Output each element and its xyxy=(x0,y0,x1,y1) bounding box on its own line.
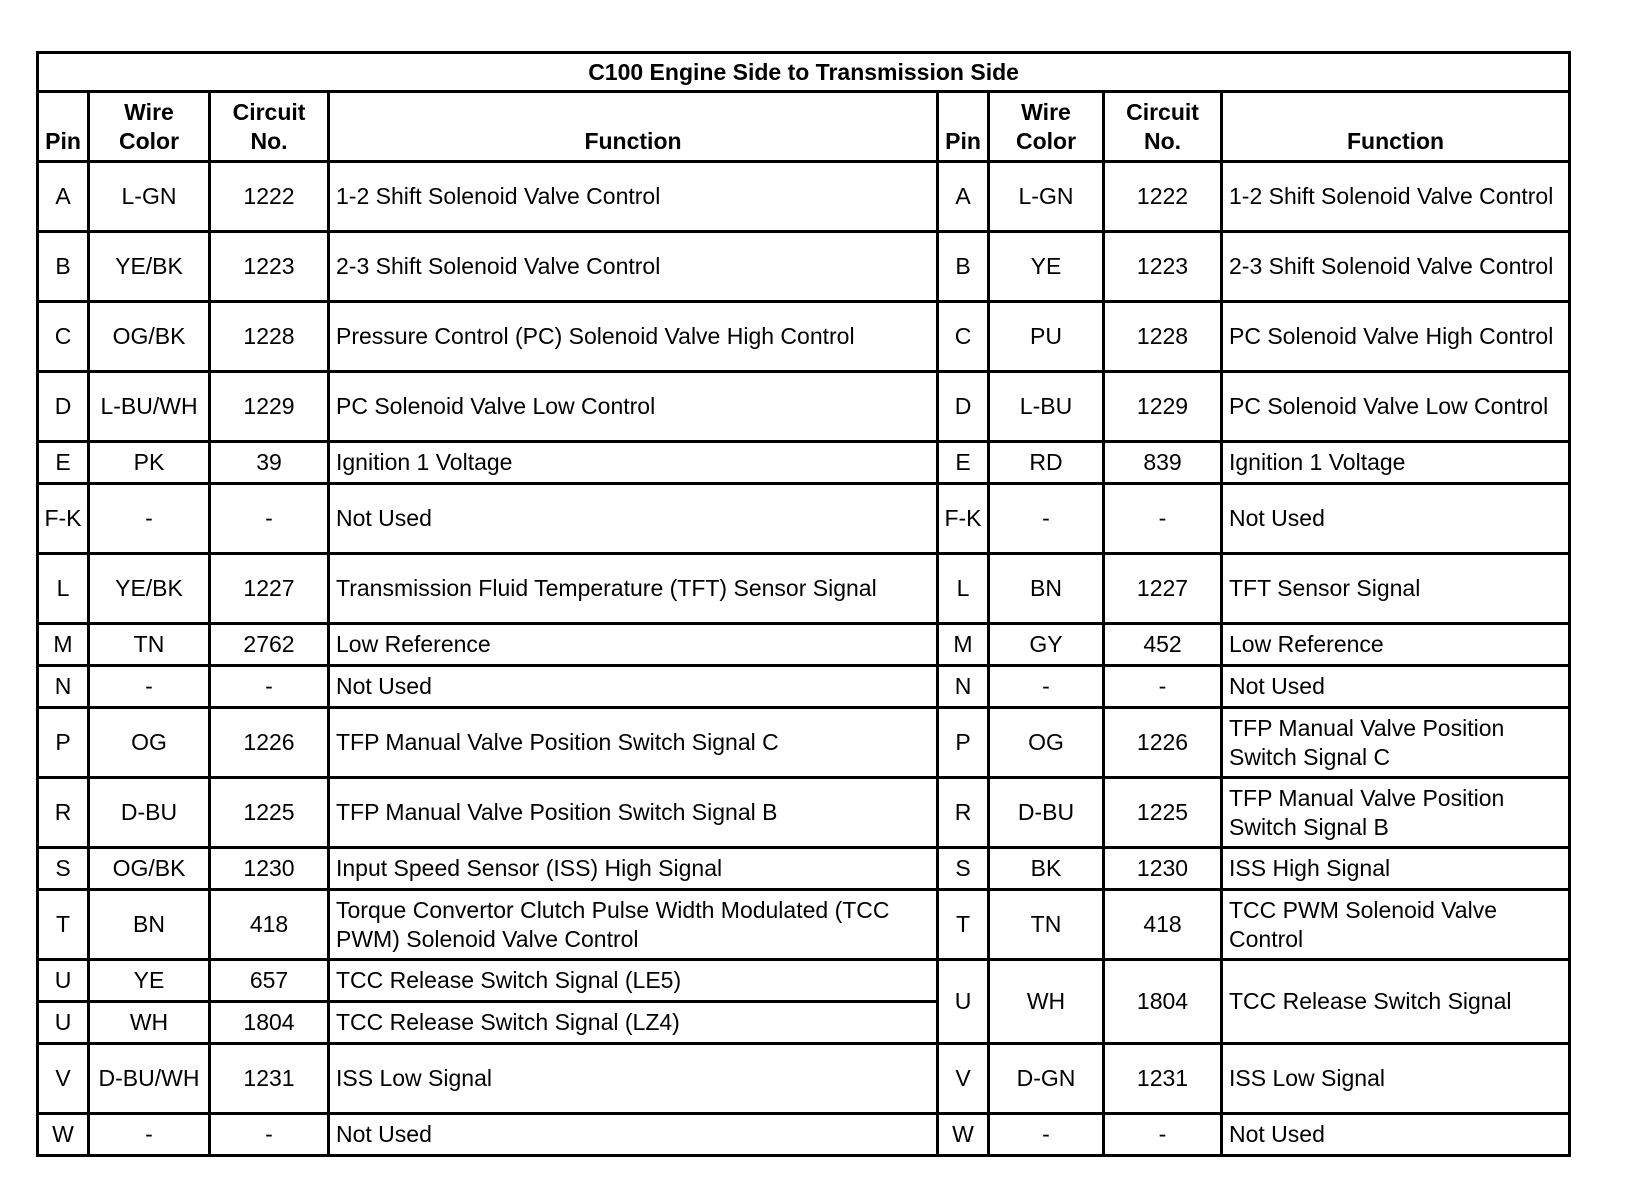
engine-function: Input Speed Sensor (ISS) High Signal xyxy=(329,848,938,890)
engine-function: Torque Convertor Clutch Pulse Width Modulated (TCC PWM) Solenoid Valve Control xyxy=(329,890,938,960)
trans-pin: R xyxy=(938,778,989,848)
trans-wire-color: - xyxy=(989,484,1104,554)
engine-circuit: 1229 xyxy=(210,372,329,442)
table-row xyxy=(38,302,1570,372)
trans-circuit: 1804 xyxy=(1104,960,1222,1044)
engine-function: 1-2 Shift Solenoid Valve Control xyxy=(329,162,938,232)
table-row xyxy=(38,624,1570,666)
engine-circuit: 1804 xyxy=(210,1002,329,1044)
engine-wire-color: OG/BK xyxy=(89,848,210,890)
trans-circuit: 1229 xyxy=(1104,372,1222,442)
connector-table xyxy=(36,51,1571,1157)
trans-wire-color: D-BU xyxy=(989,778,1104,848)
trans-circuit: 1222 xyxy=(1104,162,1222,232)
engine-circuit: - xyxy=(210,1114,329,1156)
engine-pin: E xyxy=(38,442,89,484)
table-row xyxy=(38,1114,1570,1156)
trans-wire-color: BK xyxy=(989,848,1104,890)
engine-function: TFP Manual Valve Position Switch Signal C xyxy=(329,708,938,778)
engine-function: PC Solenoid Valve Low Control xyxy=(329,372,938,442)
trans-function: 1-2 Shift Solenoid Valve Control xyxy=(1222,162,1570,232)
engine-function: Pressure Control (PC) Solenoid Valve High Control xyxy=(329,302,938,372)
trans-function: TCC PWM Solenoid Valve Control xyxy=(1222,890,1570,960)
engine-function: TCC Release Switch Signal (LZ4) xyxy=(329,1002,938,1044)
header-pin-transmission: Pin xyxy=(938,92,989,162)
header-function: Function xyxy=(329,92,938,162)
table-row xyxy=(38,960,1570,1002)
trans-circuit: - xyxy=(1104,1114,1222,1156)
engine-circuit: 657 xyxy=(210,960,329,1002)
engine-pin: V xyxy=(38,1044,89,1114)
trans-pin: M xyxy=(938,624,989,666)
trans-wire-color: OG xyxy=(989,708,1104,778)
table-row xyxy=(38,666,1570,708)
trans-function: TCC Release Switch Signal xyxy=(1222,960,1570,1044)
table-row xyxy=(38,162,1570,232)
table-row xyxy=(38,554,1570,624)
engine-wire-color: YE/BK xyxy=(89,232,210,302)
trans-pin: C xyxy=(938,302,989,372)
trans-function: 2-3 Shift Solenoid Valve Control xyxy=(1222,232,1570,302)
engine-wire-color: D-BU/WH xyxy=(89,1044,210,1114)
table-row xyxy=(38,442,1570,484)
header-circuit-no-transmission: Circuit No. xyxy=(1104,92,1222,162)
trans-function: PC Solenoid Valve High Control xyxy=(1222,302,1570,372)
engine-circuit: - xyxy=(210,484,329,554)
trans-wire-color: - xyxy=(989,1114,1104,1156)
engine-circuit: 1222 xyxy=(210,162,329,232)
engine-function: Not Used xyxy=(329,484,938,554)
trans-circuit: 839 xyxy=(1104,442,1222,484)
trans-pin: P xyxy=(938,708,989,778)
trans-function: ISS Low Signal xyxy=(1222,1044,1570,1114)
header-function-transmission: Function xyxy=(1222,92,1570,162)
trans-pin: A xyxy=(938,162,989,232)
trans-pin: F-K xyxy=(938,484,989,554)
trans-pin: W xyxy=(938,1114,989,1156)
engine-function: Not Used xyxy=(329,1114,938,1156)
engine-pin: W xyxy=(38,1114,89,1156)
trans-function: ISS High Signal xyxy=(1222,848,1570,890)
table-row xyxy=(38,232,1570,302)
trans-wire-color: PU xyxy=(989,302,1104,372)
trans-wire-color: - xyxy=(989,666,1104,708)
table-row xyxy=(38,848,1570,890)
trans-pin: B xyxy=(938,232,989,302)
engine-wire-color: OG/BK xyxy=(89,302,210,372)
trans-wire-color: L-GN xyxy=(989,162,1104,232)
trans-wire-color: TN xyxy=(989,890,1104,960)
header-pin: Pin xyxy=(38,92,89,162)
engine-pin: F-K xyxy=(38,484,89,554)
header-row xyxy=(38,92,1570,162)
table-row xyxy=(38,708,1570,778)
trans-circuit: 1230 xyxy=(1104,848,1222,890)
engine-circuit: 1228 xyxy=(210,302,329,372)
table-row xyxy=(38,778,1570,848)
engine-function: TFP Manual Valve Position Switch Signal B xyxy=(329,778,938,848)
engine-wire-color: D-BU xyxy=(89,778,210,848)
header-wire-color-transmission: Wire Color xyxy=(989,92,1104,162)
header-circuit-no: Circuit No. xyxy=(210,92,329,162)
trans-circuit: 1226 xyxy=(1104,708,1222,778)
trans-wire-color: D-GN xyxy=(989,1044,1104,1114)
trans-function: Not Used xyxy=(1222,666,1570,708)
trans-function: Low Reference xyxy=(1222,624,1570,666)
trans-pin: T xyxy=(938,890,989,960)
engine-circuit: 2762 xyxy=(210,624,329,666)
engine-pin: M xyxy=(38,624,89,666)
engine-pin: D xyxy=(38,372,89,442)
engine-wire-color: TN xyxy=(89,624,210,666)
trans-circuit: 452 xyxy=(1104,624,1222,666)
engine-wire-color: PK xyxy=(89,442,210,484)
table-row xyxy=(38,1044,1570,1114)
table-row xyxy=(38,890,1570,960)
trans-pin: S xyxy=(938,848,989,890)
engine-function: 2-3 Shift Solenoid Valve Control xyxy=(329,232,938,302)
engine-circuit: 1231 xyxy=(210,1044,329,1114)
table-title: C100 Engine Side to Transmission Side xyxy=(38,53,1570,92)
table-row xyxy=(38,372,1570,442)
trans-pin: U xyxy=(938,960,989,1044)
table-row xyxy=(38,484,1570,554)
trans-function: Ignition 1 Voltage xyxy=(1222,442,1570,484)
engine-pin: B xyxy=(38,232,89,302)
engine-wire-color: YE xyxy=(89,960,210,1002)
trans-function: Not Used xyxy=(1222,1114,1570,1156)
engine-pin: N xyxy=(38,666,89,708)
engine-wire-color: - xyxy=(89,666,210,708)
trans-wire-color: RD xyxy=(989,442,1104,484)
trans-circuit: 1228 xyxy=(1104,302,1222,372)
trans-circuit: 418 xyxy=(1104,890,1222,960)
engine-circuit: 1223 xyxy=(210,232,329,302)
trans-function: TFT Sensor Signal xyxy=(1222,554,1570,624)
trans-wire-color: GY xyxy=(989,624,1104,666)
engine-function: TCC Release Switch Signal (LE5) xyxy=(329,960,938,1002)
engine-circuit: 1227 xyxy=(210,554,329,624)
engine-function: Ignition 1 Voltage xyxy=(329,442,938,484)
trans-pin: L xyxy=(938,554,989,624)
engine-pin: R xyxy=(38,778,89,848)
trans-circuit: - xyxy=(1104,666,1222,708)
engine-function: Transmission Fluid Temperature (TFT) Sensor Signal xyxy=(329,554,938,624)
engine-circuit: 1230 xyxy=(210,848,329,890)
engine-circuit: 1226 xyxy=(210,708,329,778)
trans-pin: N xyxy=(938,666,989,708)
engine-circuit: 1225 xyxy=(210,778,329,848)
trans-circuit: 1223 xyxy=(1104,232,1222,302)
engine-function: Low Reference xyxy=(329,624,938,666)
engine-wire-color: BN xyxy=(89,890,210,960)
trans-circuit: - xyxy=(1104,484,1222,554)
trans-function: Not Used xyxy=(1222,484,1570,554)
engine-circuit: - xyxy=(210,666,329,708)
trans-circuit: 1225 xyxy=(1104,778,1222,848)
engine-wire-color: - xyxy=(89,1114,210,1156)
engine-pin: U xyxy=(38,960,89,1002)
trans-pin: E xyxy=(938,442,989,484)
trans-pin: V xyxy=(938,1044,989,1114)
engine-wire-color: L-GN xyxy=(89,162,210,232)
engine-circuit: 418 xyxy=(210,890,329,960)
engine-wire-color: YE/BK xyxy=(89,554,210,624)
trans-circuit: 1227 xyxy=(1104,554,1222,624)
header-wire-color: Wire Color xyxy=(89,92,210,162)
trans-wire-color: YE xyxy=(989,232,1104,302)
engine-pin: U xyxy=(38,1002,89,1044)
trans-function: TFP Manual Valve Position Switch Signal B xyxy=(1222,778,1570,848)
engine-wire-color: OG xyxy=(89,708,210,778)
engine-pin: L xyxy=(38,554,89,624)
trans-wire-color: L-BU xyxy=(989,372,1104,442)
trans-function: TFP Manual Valve Position Switch Signal C xyxy=(1222,708,1570,778)
engine-pin: P xyxy=(38,708,89,778)
engine-wire-color: WH xyxy=(89,1002,210,1044)
engine-pin: A xyxy=(38,162,89,232)
engine-pin: T xyxy=(38,890,89,960)
engine-function: ISS Low Signal xyxy=(329,1044,938,1114)
trans-pin: D xyxy=(938,372,989,442)
engine-pin: C xyxy=(38,302,89,372)
trans-function: PC Solenoid Valve Low Control xyxy=(1222,372,1570,442)
trans-circuit: 1231 xyxy=(1104,1044,1222,1114)
engine-function: Not Used xyxy=(329,666,938,708)
engine-circuit: 39 xyxy=(210,442,329,484)
trans-wire-color: WH xyxy=(989,960,1104,1044)
engine-wire-color: L-BU/WH xyxy=(89,372,210,442)
engine-wire-color: - xyxy=(89,484,210,554)
engine-pin: S xyxy=(38,848,89,890)
trans-wire-color: BN xyxy=(989,554,1104,624)
